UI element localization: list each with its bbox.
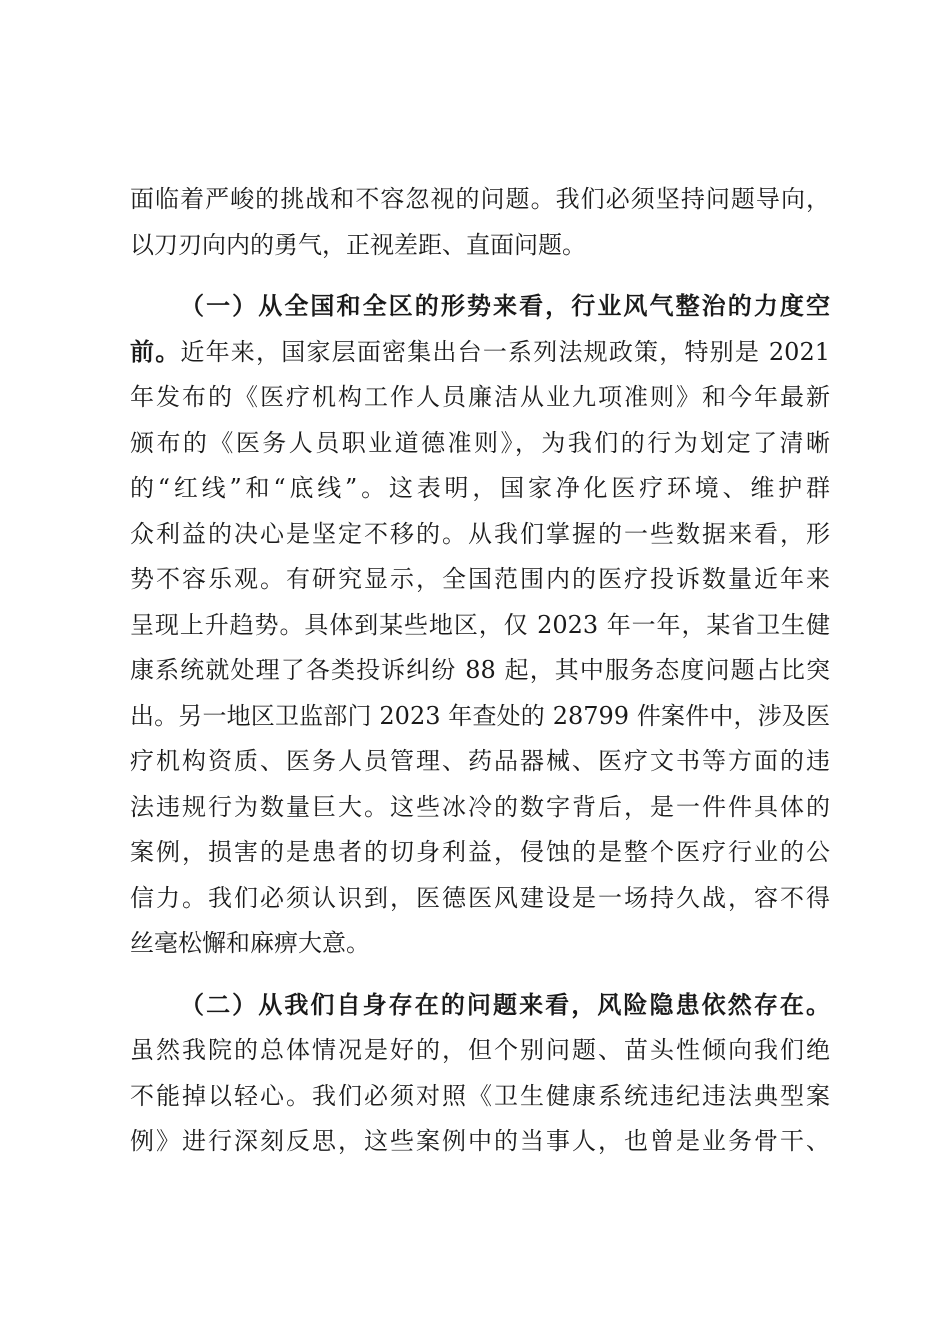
text-run: 不能掉以轻心。我们必须对照《卫生健康系统违纪违法典型案	[130, 1081, 830, 1110]
text-line	[130, 177, 830, 223]
text-run: 案例，损害的是患者的切身利益，侵蚀的是整个医疗行业的公	[130, 838, 830, 866]
section-heading: （二）从我们自身存在的问题来看，风险隐患依然存在。	[180, 990, 830, 1019]
text-line	[130, 876, 830, 922]
text-line	[130, 694, 830, 740]
text-line	[130, 830, 830, 876]
text-line	[130, 557, 830, 603]
text-run: 势不容乐观。有研究显示，全国范围内的医疗投诉数量近年来	[130, 565, 830, 593]
text-line	[130, 921, 830, 967]
text-line	[130, 375, 830, 421]
text-line	[130, 421, 830, 467]
text-run: 的“红线”和“底线”。这表明，国家净化医疗环境、维护群	[130, 474, 830, 502]
text-line	[130, 1119, 830, 1165]
text-run: 年发布的《医疗机构工作人员廉洁从业九项准则》和今年最新	[130, 383, 830, 411]
text-line	[130, 648, 830, 694]
text-line	[130, 983, 830, 1029]
document-page	[130, 177, 830, 1165]
text-run: 颁布的《医务人员职业道德准则》，为我们的行为划定了清晰	[130, 428, 830, 457]
paragraph	[130, 177, 830, 268]
text-line	[130, 1074, 830, 1120]
text-run: 丝毫松懈和麻痹大意。	[130, 929, 370, 957]
text-run: 面临着严峻的挑战和不容忽视的问题。我们必须坚持问题导向，	[130, 185, 830, 213]
text-line	[130, 739, 830, 785]
text-run: 虽然我院的总体情况是好的，但个别问题、苗头性倾向我们绝	[130, 1036, 830, 1064]
text-run: 呈现上升趋势。具体到某些地区，仅 2023 年一年，某省卫生健	[130, 610, 830, 639]
text-run: 法违规行为数量巨大。这些冰冷的数字背后，是一件件具体的	[130, 792, 830, 821]
text-run: 例》进行深刻反思，这些案例中的当事人，也曾是业务骨干、	[130, 1127, 830, 1155]
text-line	[130, 223, 830, 269]
section-heading: （一）从全国和全区的形势来看，行业风气整治的力度空	[180, 292, 830, 320]
paragraph	[130, 983, 830, 1165]
text-run: 疗机构资质、医务人员管理、药品器械、医疗文书等方面的违	[130, 747, 830, 775]
text-line	[130, 466, 830, 512]
text-run: 众利益的决心是坚定不移的。从我们掌握的一些数据来看，形	[130, 519, 830, 548]
text-run: 以刀刃向内的勇气，正视差距、直面问题。	[130, 230, 586, 259]
text-line	[130, 284, 830, 330]
text-run: 信力。我们必须认识到，医德医风建设是一场持久战，容不得	[130, 883, 830, 912]
text-line	[130, 785, 830, 831]
text-line	[130, 1028, 830, 1074]
text-run: 近年来，国家层面密集出台一系列法规政策，特别是 2021	[180, 337, 830, 366]
paragraph	[130, 284, 830, 967]
text-line	[130, 603, 830, 649]
text-run: 康系统就处理了各类投诉纠纷 88 起，其中服务态度问题占比突	[130, 656, 830, 684]
text-line	[130, 512, 830, 558]
text-line	[130, 330, 830, 376]
section-heading: 前。	[130, 337, 181, 366]
text-run: 出。另一地区卫监部门 2023 年查处的 28799 件案件中，涉及医	[130, 701, 830, 730]
